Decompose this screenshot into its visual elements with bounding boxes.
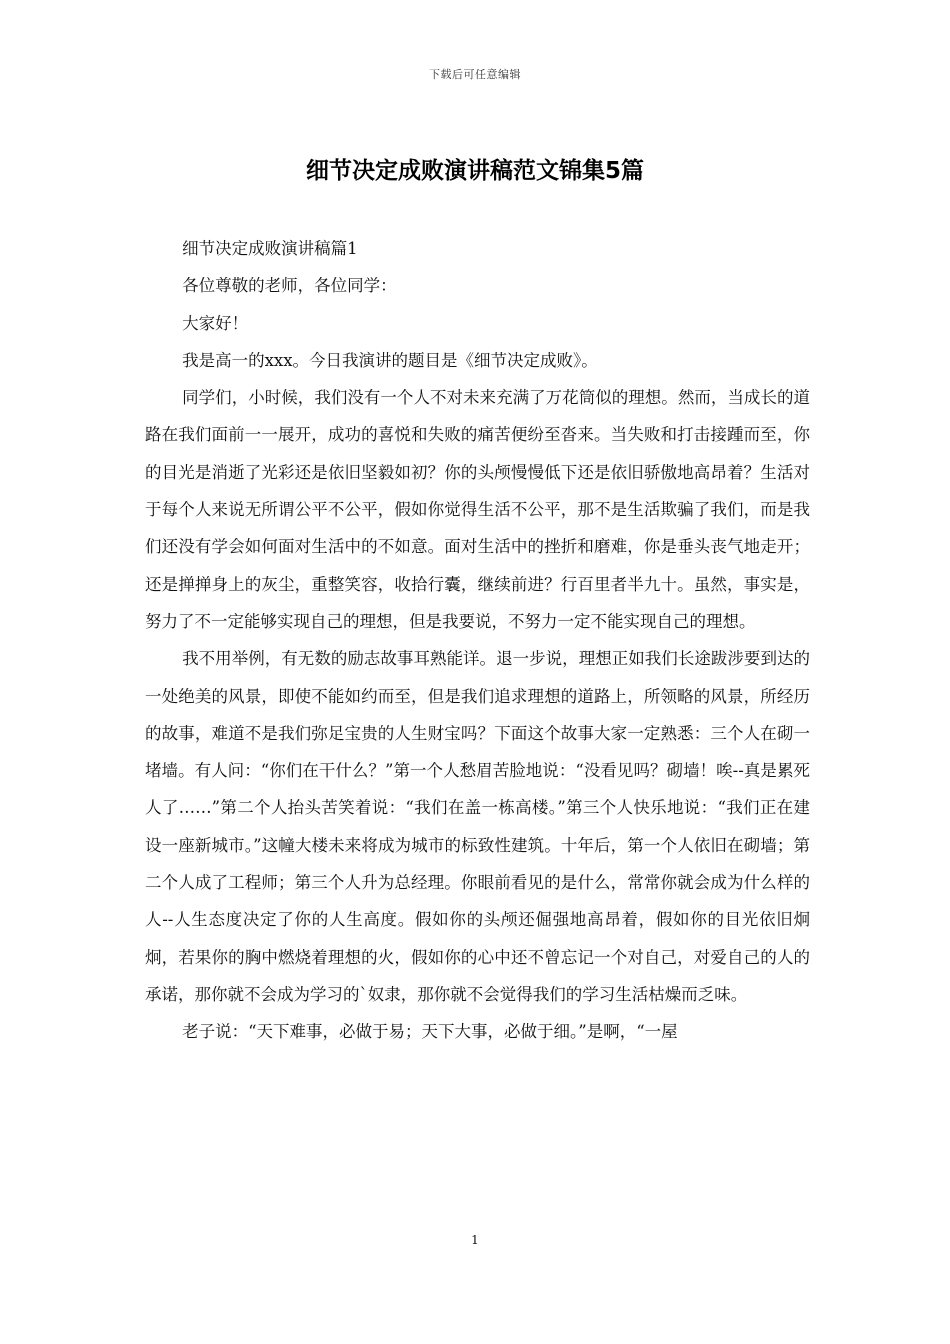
document-body <box>145 230 810 1051</box>
section-heading: 细节决定成败演讲稿篇1 <box>182 239 358 258</box>
intro-paragraph: 我是高一的xxx。今日我演讲的题目是《细节决定成败》。 <box>182 350 598 370</box>
salutation: 各位尊敬的老师，各位同学： <box>182 276 397 296</box>
body-paragraph: 我不用举例，有无数的励志故事耳熟能详。退一步说，理想正如我们长途跋涉要到达的一处绝美的风景，即使不能如约而至，但是我们追求理想的道路上，所领略的风景，所经历的故事，难道不是我们弥足宝贵的人生财宝吗？下面这个故事大家一定熟悉：三个人在砌一堵墙。有人问：“你们在干什么？”第一个人愁眉苦脸地说：“没看见吗？砌墙！唉--真是累死人了……”第二个人抬头苦笑着说：“我们在盖一栋高楼。”第三个人快乐地说：“我们正在建设一座新城市。”这幢大楼未来将成为城市的标致性建筑。十年后，第一个人依旧在砌墙；第二个人成了工程师；第三个人升为总经理。你眼前看见的是什么，常常你就会成为什么样的人--人生态度决定了你的人生高度。假如你的头颅还倔强地高昂着，假如你的目光依旧炯炯，若果你的胸中燃烧着理想的火，假如你的心中还不曾忘记一个对自己，对爱自己的人的承诺，那你就不会成为学习的`奴隶，那你就不会觉得我们的学习生活枯燥而乏味。 <box>145 649 810 1004</box>
body-paragraph: 老子说：“天下难事，必做于易；天下大事，必做于细。”是啊，“一屋 <box>182 1022 678 1042</box>
document-title: 细节决定成败演讲稿范文锦集5篇 <box>305 158 644 184</box>
body-paragraph: 同学们，小时候，我们没有一个人不对未来充满了万花筒似的理想。然而，当成长的道路在我们面前一一展开，成功的喜悦和失败的痛苦便纷至沓来。当失败和打击接踵而至，你的目光是消逝了光彩还是依旧坚毅如初？你的头颅慢慢低下还是依旧骄傲地高昂着？生活对于每个人来说无所谓公平不公平，假如你觉得生活不公平，那不是生活欺骗了我们，而是我们还没有学会如何面对生活中的不如意。面对生活中的挫折和磨难，你是垂头丧气地走开；还是掸掸身上的灰尘，重整笑容，收拾行囊，继续前进？行百里者半九十。虽然，事实是，努力了不一定能够实现自己的理想，但是我要说，不努力一定不能实现自己的理想。 <box>145 388 810 631</box>
page-number: 1 <box>471 1233 479 1247</box>
greeting: 大家好！ <box>182 313 249 333</box>
header-note: 下载后可任意编辑 <box>429 68 521 81</box>
